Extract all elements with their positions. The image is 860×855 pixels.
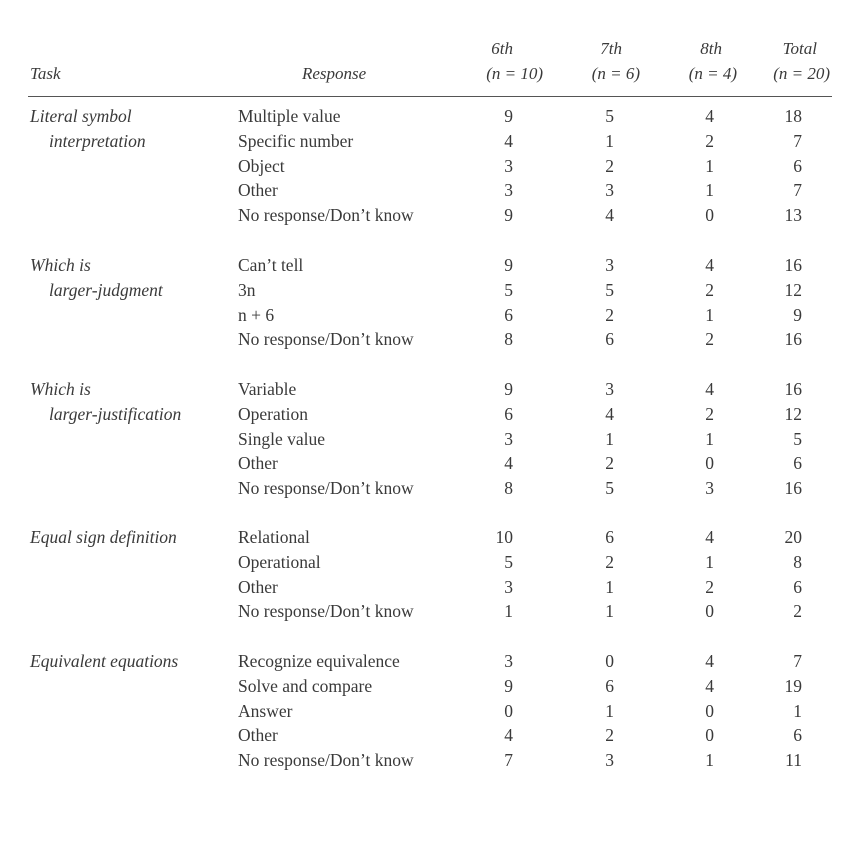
count-total: 12: [784, 279, 802, 300]
table-row: [0, 377, 860, 402]
count-6th: 9: [504, 205, 513, 226]
count-6th: 3: [504, 576, 513, 597]
response-label: Answer: [238, 700, 293, 721]
count-8th: 2: [705, 130, 714, 151]
count-6th: 9: [504, 106, 513, 126]
table-row: [0, 327, 860, 352]
count-7th: 4: [605, 205, 614, 226]
count-8th: 0: [705, 725, 714, 746]
count-6th: 3: [504, 651, 513, 671]
count-7th: 5: [605, 106, 614, 126]
count-6th: 9: [504, 379, 513, 399]
count-total: 11: [785, 750, 802, 771]
count-6th: 3: [504, 180, 513, 201]
table-row: [0, 402, 860, 427]
count-total: 12: [784, 403, 802, 424]
count-8th: 2: [705, 576, 714, 597]
table-row: [0, 748, 860, 773]
count-8th: 2: [705, 403, 714, 424]
task-label: Which is: [30, 379, 91, 399]
count-8th: 0: [705, 601, 714, 622]
response-label: Other: [238, 453, 278, 474]
count-total: 8: [793, 551, 802, 572]
count-8th: 4: [705, 651, 714, 671]
table-row: [0, 451, 860, 476]
count-6th: 8: [504, 478, 513, 499]
count-7th: 2: [605, 304, 614, 325]
count-6th: 9: [504, 255, 513, 275]
header-7th-n: (n = 6): [591, 64, 640, 83]
count-6th: 4: [504, 725, 513, 746]
task-label: larger-justification: [49, 403, 182, 424]
table-row: [0, 203, 860, 228]
count-6th: 3: [504, 428, 513, 449]
count-7th: 2: [605, 551, 614, 572]
count-7th: 3: [605, 750, 614, 771]
table-row: [0, 303, 860, 328]
header-8th-grade: 8th: [700, 39, 722, 58]
table-row: [0, 649, 860, 674]
count-6th: 5: [504, 551, 513, 572]
response-label: Single value: [238, 428, 325, 449]
response-label: No response/Don’t know: [238, 601, 414, 622]
response-label: Object: [238, 155, 285, 176]
count-8th: 1: [705, 750, 714, 771]
count-total: 6: [793, 576, 802, 597]
count-6th: 3: [504, 155, 513, 176]
header-response: Response: [302, 64, 367, 83]
header-total: Total: [782, 39, 817, 58]
count-8th: 1: [705, 304, 714, 325]
count-7th: 4: [605, 403, 614, 424]
header-task: Task: [30, 64, 61, 83]
count-7th: 0: [605, 651, 614, 671]
count-total: 7: [793, 651, 802, 671]
response-label: Specific number: [238, 130, 354, 151]
count-total: 1: [793, 700, 802, 721]
count-7th: 6: [605, 675, 614, 696]
count-total: 2: [793, 601, 802, 622]
count-7th: 1: [605, 700, 614, 721]
count-total: 9: [793, 304, 802, 325]
table-row: [0, 253, 860, 278]
count-8th: 4: [705, 379, 714, 399]
table-row: [0, 599, 860, 624]
count-total: 5: [793, 428, 802, 449]
header-7th-grade: 7th: [600, 39, 622, 58]
count-total: 6: [793, 725, 802, 746]
table-row: [0, 427, 860, 452]
count-6th: 4: [504, 130, 513, 151]
table-row: [0, 723, 860, 748]
count-6th: 4: [504, 453, 513, 474]
task-label: Literal symbol: [30, 106, 132, 126]
response-label: Other: [238, 725, 278, 746]
count-8th: 2: [705, 329, 714, 350]
response-label: No response/Don’t know: [238, 205, 414, 226]
count-8th: 4: [705, 675, 714, 696]
count-6th: 6: [504, 403, 513, 424]
count-6th: 5: [504, 279, 513, 300]
table-row: [0, 154, 860, 179]
count-8th: 0: [705, 205, 714, 226]
count-7th: 1: [605, 428, 614, 449]
count-7th: 3: [605, 379, 614, 399]
count-7th: 3: [605, 180, 614, 201]
count-7th: 1: [605, 576, 614, 597]
count-7th: 2: [605, 453, 614, 474]
count-8th: 4: [705, 106, 714, 126]
table-row: [0, 674, 860, 699]
count-total: 16: [784, 329, 802, 350]
response-label: Solve and compare: [238, 675, 373, 696]
response-label: 3n: [238, 279, 256, 300]
count-7th: 2: [605, 155, 614, 176]
task-label: Equal sign definition: [30, 527, 177, 547]
count-8th: 3: [705, 478, 714, 499]
count-6th: 9: [504, 675, 513, 696]
response-label: No response/Don’t know: [238, 750, 414, 771]
response-label: Variable: [238, 379, 297, 399]
count-total: 16: [784, 255, 802, 275]
count-6th: 1: [504, 601, 513, 622]
count-7th: 6: [605, 329, 614, 350]
task-label: interpretation: [49, 130, 146, 151]
header-total-n: (n = 20): [773, 64, 830, 83]
count-7th: 5: [605, 279, 614, 300]
count-total: 7: [793, 130, 802, 151]
response-label: Other: [238, 576, 278, 597]
header-6th-grade: 6th: [491, 39, 513, 58]
count-total: 16: [784, 478, 802, 499]
count-6th: 7: [504, 750, 513, 771]
count-total: 6: [793, 155, 802, 176]
response-label: Operation: [238, 403, 308, 424]
response-label: No response/Don’t know: [238, 478, 414, 499]
response-label: Can’t tell: [238, 255, 304, 275]
count-7th: 1: [605, 130, 614, 151]
count-6th: 10: [495, 527, 513, 547]
count-total: 19: [784, 675, 802, 696]
count-6th: 6: [504, 304, 513, 325]
response-label: Multiple value: [238, 106, 341, 126]
table-row: [0, 476, 860, 501]
header-rule: [28, 96, 832, 97]
count-8th: 1: [705, 428, 714, 449]
table-row: [0, 178, 860, 203]
response-label: Other: [238, 180, 278, 201]
count-8th: 4: [705, 255, 714, 275]
task-label: Which is: [30, 255, 91, 275]
table-row: [0, 699, 860, 724]
count-total: 13: [784, 205, 802, 226]
response-label: Operational: [238, 551, 321, 572]
count-8th: 1: [705, 155, 714, 176]
count-8th: 0: [705, 700, 714, 721]
count-total: 18: [784, 106, 802, 126]
table-row: [0, 104, 860, 129]
count-total: 7: [793, 180, 802, 201]
response-label: Relational: [238, 527, 310, 547]
count-6th: 8: [504, 329, 513, 350]
count-7th: 1: [605, 601, 614, 622]
response-label: No response/Don’t know: [238, 329, 414, 350]
header-6th-n: (n = 10): [486, 64, 543, 83]
count-total: 6: [793, 453, 802, 474]
count-8th: 2: [705, 279, 714, 300]
count-total: 16: [784, 379, 802, 399]
table-row: [0, 550, 860, 575]
count-8th: 0: [705, 453, 714, 474]
count-8th: 1: [705, 180, 714, 201]
header-8th-n: (n = 4): [688, 64, 737, 83]
task-label: larger-judgment: [49, 279, 163, 300]
count-6th: 0: [504, 700, 513, 721]
task-label: Equivalent equations: [30, 651, 179, 671]
count-7th: 6: [605, 527, 614, 547]
table-row: [0, 575, 860, 600]
count-8th: 1: [705, 551, 714, 572]
table-row: [0, 129, 860, 154]
count-7th: 2: [605, 725, 614, 746]
count-7th: 3: [605, 255, 614, 275]
count-total: 20: [784, 527, 802, 547]
response-label: n + 6: [238, 304, 275, 325]
table-row: [0, 278, 860, 303]
response-label: Recognize equivalence: [238, 651, 400, 671]
table-row: [0, 525, 860, 550]
count-7th: 5: [605, 478, 614, 499]
count-8th: 4: [705, 527, 714, 547]
